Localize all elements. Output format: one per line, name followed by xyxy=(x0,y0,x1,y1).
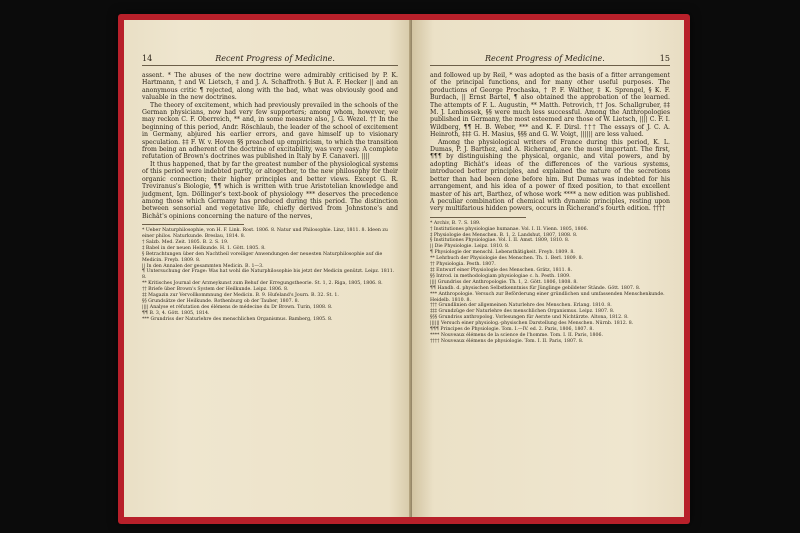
footnote: || In den Annalen der gesammten Medicin. B. 1—3. xyxy=(142,263,264,269)
footnote: * Archiv, B. 7. S. 189. xyxy=(430,220,481,226)
left-body-text xyxy=(142,72,398,220)
right-paragraph: and followed up by Reil, * was adopted as the basis of a fitter arrangement of the principal functions, and for many other useful purposes. The productions of George Prochaska, † P. F. Walther, ‡ K. Sprengel, § K. F. Burdach, || Ernst Bartel, ¶ also obtained the approbation of the learned. The attempts of F. L. Augustin, ** Matth. Petrovich, †† Jos. Schallgruber, ‡‡ M. J. Lenhossek, §§ were much less successful. Among the Anthropologies published in Germany, the most esteemed are those of W. Lietsch, |||| C. F. I. Wildberg, ¶¶ H. B. Weber, *** and K. F. Dirsl. ††† The essays of J. C. A. Heinroth, ‡‡‡ G. H. Masius, §§§ and G. W. Voigt, |||||| are less valued. xyxy=(430,72,670,139)
footnote: *** Anthropologie. Versuch zur Beförderung einer gründlichen und umfassenden Menschenkunde. Heidelb. 1810. 8. xyxy=(430,291,665,303)
right-page xyxy=(412,20,684,517)
footnote: ¶¶ B. 3, 4. Gött. 1805, 1814. xyxy=(142,310,210,316)
right-page-number: 15 xyxy=(659,54,670,63)
left-page xyxy=(124,20,412,517)
footnote: **** Nouveaux élémens de la science de l'homme. Tom. I. II. Paris, 1806. xyxy=(430,332,603,338)
footnote: § Betrachtungen über den Nachtheil voreiliger Anwendungen der neuesten Naturphilosophie auf die Medicin. Freyb. 1809. 8. xyxy=(142,251,383,263)
footnote: § Institutiones Physiologiae. Vol. I. II. Amst. 1809, 1810. 8. xyxy=(430,238,570,244)
left-page-number: 14 xyxy=(142,54,153,63)
footnote: * Ueber Naturphilosophie, von H. F. Link. Rost. 1806. 8. Natur und Philosophie. Linz, 1811. 8. Ideen zu einer philos. Naturkunde. Breslau, 1814. 8. xyxy=(142,228,388,240)
footnote: §§ Introd. in methodologiam physiologiae c. h. Pesth. 1809. xyxy=(430,273,571,279)
footnote: *** Grundriss der Naturlehre des menschlichen Organismus. Bamberg, 1805. 8. xyxy=(142,316,333,322)
right-body-text xyxy=(430,72,670,213)
footnote: †† Briefe über Brown's System der Heilkunde. Leipz. 1806. 8. xyxy=(142,287,289,293)
footnote: |||||| Versuch einer physiolog.-physischen Darstellung des Menschen. Nürnb. 1812. 8. xyxy=(430,321,634,327)
footnote: †††† Nouveaux élémens de physiologie. Tom. I. II. Paris, 1807. 8. xyxy=(430,338,584,344)
footnote: ‡ Babel in der neuen Heilkunde. H. 1. Gött. 1805. 8. xyxy=(142,245,266,251)
footnote: |||| Analyse et réfutation des élémens de médecine du Dr Brown. Turin, 1808. 8. xyxy=(142,304,333,310)
right-running-head xyxy=(430,54,670,66)
footnote: ¶ Physiologie der menschl. Lebensthätigkeit. Freyb. 1809. 8. xyxy=(430,250,575,256)
left-paragraph: assent. * The abuses of the new doctrine were admirably criticised by P. K. Hartmann, † and W. Lietsch, ‡ and J. A. Schaffroth. § But A. F. Hecker || and an anonymous critic ¶ rejected, along with the bad, what was obviously good and valuable in the new doctrines. xyxy=(142,72,398,102)
footnote: ‡ Physiologie des Menschen. B. 1, 2. Landshut, 1807, 1808. 8. xyxy=(430,232,578,238)
footnote: †† Physiologia. Pesth. 1807. xyxy=(430,262,496,268)
footnote-rule xyxy=(430,217,526,218)
footnote: §§§ Grundriss anthropolog. Vorlesungen für Aerzte und Nichtärzte. Altona, 1812. 8. xyxy=(430,315,629,321)
left-running-title: Recent Progress of Medicine. xyxy=(215,54,335,63)
left-footnotes xyxy=(142,228,398,323)
footnote: ¶¶ Handb. d. physischen Selbstkenntniss für Jünglinge gebildeter Stände. Gött. 1807. 8. xyxy=(430,285,641,291)
footnote: |||| Grundriss der Anthropologie. Th. 1, 2. Gött. 1806, 1808. 8. xyxy=(430,279,578,285)
footnote: ‡‡‡ Grundzüge der Naturlehre des menschlichen Organismus. Leipz. 1807. 8. xyxy=(430,309,615,315)
right-paragraph: Among the physiological writers of France during this period, K. L. Dumas, P. J. Barthez, and A. Richerand, are the most important. The first, ¶¶¶ by distinguishing the physical, organic, and vital powers, and by adopting Bichât's ideas of the differences of the various systems, introduced better principles, and explained the nature of the secretions better than had been done before him. But Dumas was indebted for his arrangement, and his idea of a power of fixed position, to that excellent master of his art, Barthez, of whose work **** a new edition was published. A peculiar combination of chemical with dynamic principles, resting upon very multifarious hidden powers, occurs in Richerand's fourth edition. †††† xyxy=(430,138,670,213)
right-running-title: Recent Progress of Medicine. xyxy=(485,54,605,63)
left-paragraph: It thus happened, that by far the greatest number of the physiological systems of this period were indebted partly, or altogether, to the new philosophy for their organic connection; their higher principles and better views. Except G. R. Treviranus's Biologie, ¶¶ which is written with true Aristotelian knowledge and judgment, Ign. Döllinger's text-book of physiology *** deserves the precedence among those which Germany has produced during this period. The distinction between sensorial and vegetative life, chiefly derived from Johnstone's and Bichât's opinions concerning the nature of the nerves, xyxy=(142,160,398,220)
footnote: † Institutiones physiologiae humanae. Vol. I. II. Vienn. 1805, 1806. xyxy=(430,226,589,232)
footnote: ‡‡ Magazin zur Vervollkommnung der Medicin. B. 9. Hufeland's Journ. B. 32. St. 1. xyxy=(142,293,339,299)
footnote: || Die Physiologie. Leipz. 1810. 8. xyxy=(430,244,510,250)
left-paragraph: The theory of excitement, which had previously prevailed in the schools of the German physicians, now had very few supporters; among whom, however, we may reckon C. F. Oberreich, ** and, in some measure also, J. G. Wezel. †† In the beginning of this period, Andr. Röschlaub, the leader of the school of excitement in Germany, abjured his earlier errors, and gave himself up to visionary speculation. ‡‡ F. W. v. Hoven §§ preached up empiricism, to which the transition from being an adherent of the doctrine of excitability, was very easy. A complete refutation of Brown's doctrines was published in Italy by F. Canaveri. |||| xyxy=(142,101,398,161)
footnote-rule xyxy=(142,224,244,225)
footnote: ** Lehrbuch der Physiologie des Menschen. Th. 1. Berl. 1809. 8. xyxy=(430,256,584,262)
left-running-head xyxy=(142,54,398,66)
footnote: §§ Grundsätze der Heilkunde. Rothenburg ob der Tauber, 1807. 8. xyxy=(142,299,300,304)
footnote: ** Kritisches Journal der Arzneykunst zum Behuf der Erregungstheorie. St. 1, 2. Riga, 1805, 1806. 8. xyxy=(142,281,383,287)
footnote: ¶ Untersuchung der Frage: Was hat wohl die Naturphilosophie bis jetzt der Medicin genützt. Leipz. 1811. 8. xyxy=(142,269,395,281)
right-footnotes xyxy=(430,221,670,345)
footnote: ¶¶¶ Principes de Physiologie. Tom. I.—IV. ed. 2. Paris, 1806, 1807. 8. xyxy=(430,327,594,333)
footnote: † Salzb. Med. Zeit. 1805. B. 2. S. 19. xyxy=(142,239,229,245)
footnote: ‡‡ Entwurf einer Physiologie des Menschen. Grätz, 1811. 8. xyxy=(430,267,573,273)
footnote: ††† Grundlinien der allgemeinen Naturlehre des Menschen. Erlang. 1810. 8. xyxy=(430,303,612,309)
